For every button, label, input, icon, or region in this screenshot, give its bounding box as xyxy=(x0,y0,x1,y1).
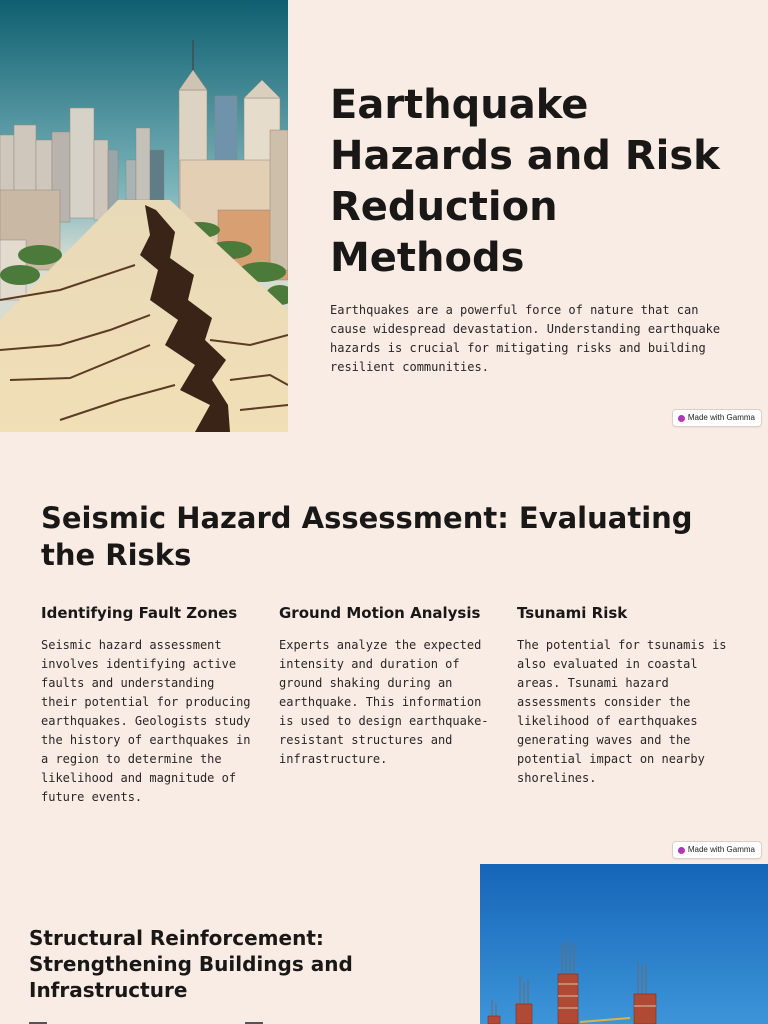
intro-paragraph: Earthquakes are a powerful force of nature that can cause widespread devastation. Understanding earthquake hazards is crucial for mitigating risks and building resilient communities. xyxy=(330,303,721,374)
construction-columns-image xyxy=(480,864,768,1024)
cracked-city-street-image xyxy=(0,0,288,432)
column-body: Experts analyze the expected intensity and duration of ground shaking during an earthquake. This information is used to design earthquake-resistant structures and infrastructure. xyxy=(279,638,489,766)
column-fault-zones xyxy=(41,604,251,807)
column-body: The potential for tsunamis is also evaluated in coastal areas. Tsunami hazard assessments consider the likelihood of earthquakes generating waves and the potential impact on nearby shorelines. xyxy=(517,638,727,785)
title-slide xyxy=(0,0,768,432)
gamma-logo-icon xyxy=(678,847,685,854)
column-heading: Identifying Fault Zones xyxy=(41,604,238,622)
made-with-gamma-badge[interactable] xyxy=(672,409,762,427)
made-with-gamma-badge[interactable] xyxy=(672,841,762,859)
column-ground-motion xyxy=(279,604,489,769)
section-title: Structural Reinforcement: Strengthening Buildings and Infrastructure xyxy=(29,926,353,1002)
column-body: Seismic hazard assessment involves identifying active faults and understanding their potential for producing earthquakes. Geologists study the history of earthquakes in a region to determine the likelihood and magnitude of future events. xyxy=(41,638,251,804)
page-title: Earthquake Hazards and Risk Reduction Methods xyxy=(330,82,720,281)
gamma-logo-icon xyxy=(678,415,685,422)
column-heading: Tsunami Risk xyxy=(517,604,628,622)
badge-label: Made with Gamma xyxy=(687,845,755,854)
badge-label: Made with Gamma xyxy=(687,413,755,422)
column-heading: Ground Motion Analysis xyxy=(279,604,481,622)
section-title: Seismic Hazard Assessment: Evaluating the Risks xyxy=(41,501,693,572)
hazard-assessment-slide xyxy=(0,432,768,864)
column-tsunami-risk xyxy=(517,604,727,788)
structural-reinforcement-slide xyxy=(0,864,768,1024)
